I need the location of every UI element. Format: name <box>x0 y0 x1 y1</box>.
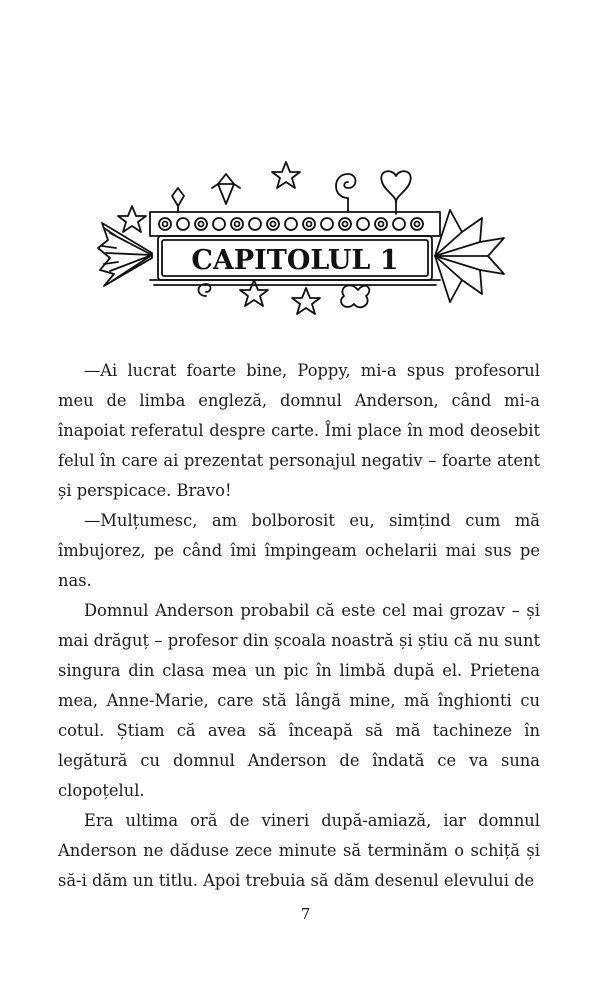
page-number: 7 <box>300 905 311 923</box>
paragraph: —Ai lucrat foarte bine, Poppy, mi-a spus profesorul meu de limba engleză, domnul Anderson, când mi-a înapoiat referatul despre carte. Îmi place în mod deosebit felul în care ai prezentat personajul negativ – foarte atent și perspicace. Bravo! <box>58 361 540 500</box>
diamond-icon <box>172 188 184 212</box>
banner-top-swirls <box>159 218 423 230</box>
paragraph: —Mulțumesc, am bolborosit eu, simțind cum mă îmbujorez, pe când îmi împingeam ochelarii mai sus pe nas. <box>58 511 540 590</box>
star-icon <box>272 162 300 188</box>
star-icon <box>240 280 268 306</box>
paragraph: Domnul Anderson probabil că este cel mai grozav – și mai drăguț – profesor din școala noastră și știu că nu sunt singura din clasa mea un pic în limbă după el. Prietena mea, Anne-Marie, care stă lângă mine, mă înghionti cu cotul. Știam că avea să înceapă să mă tachineze în legătură cu domnul Anderson de îndată ce va suna clopoțelul. <box>58 601 540 800</box>
chapter-banner-illustration <box>90 158 520 318</box>
chapter-header-ornament <box>90 158 520 318</box>
star-icon <box>118 206 146 232</box>
flower-icon <box>341 285 369 307</box>
chapter-body <box>58 356 540 896</box>
swirl-icon <box>336 174 356 212</box>
banner-top-band <box>150 212 440 236</box>
crystal-icon <box>212 174 240 204</box>
paragraph: Era ultima oră de vineri după-amiază, iar domnul Anderson ne dăduse zece minute să terminăm o schiță și să-i dăm un titlu. Apoi trebuia să dăm desenul elevului de <box>58 811 540 890</box>
star-icon <box>292 288 320 314</box>
heart-icon <box>381 171 410 202</box>
left-fan-icon <box>98 223 152 286</box>
right-starburst-icon <box>435 210 504 302</box>
banner-bottom-lines <box>150 280 440 285</box>
chapter-title: CAPITOLUL 1 <box>191 245 399 276</box>
